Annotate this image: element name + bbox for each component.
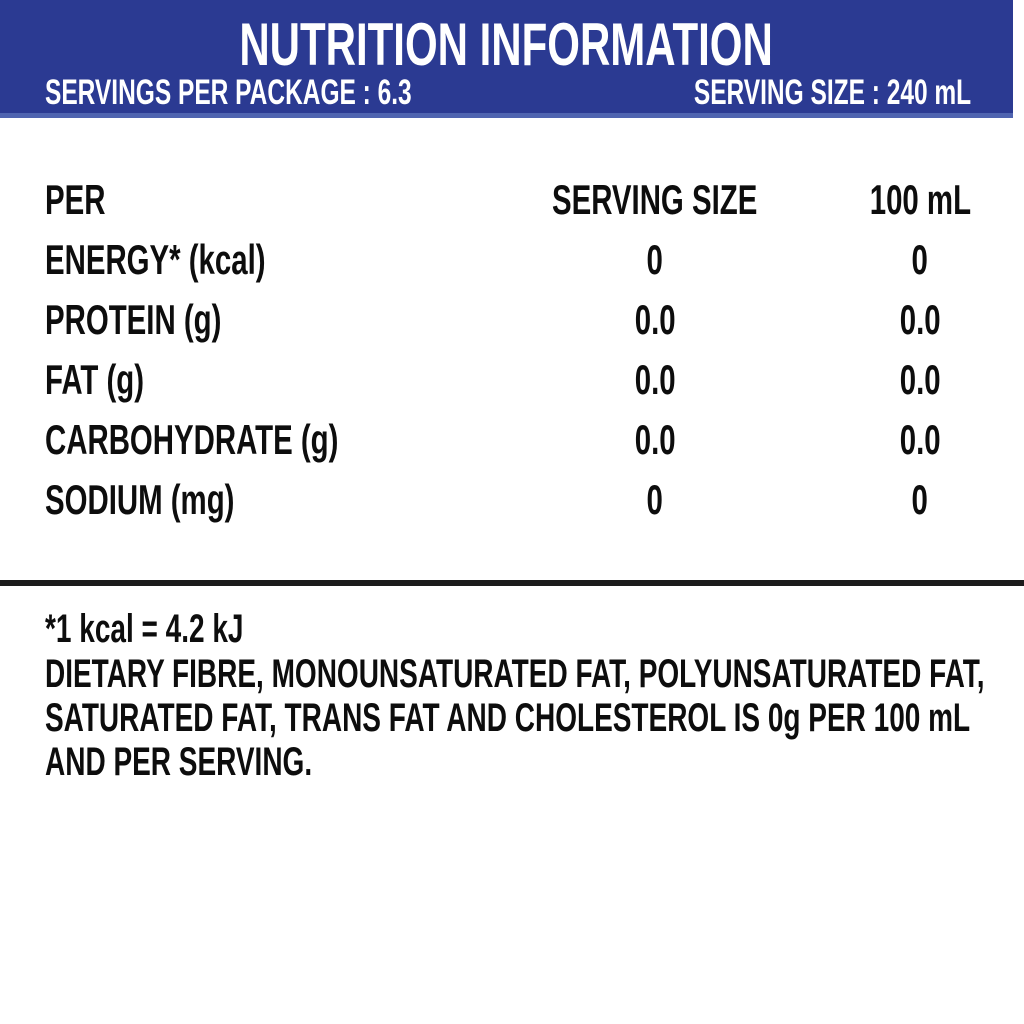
column-header-per: PER xyxy=(45,176,106,223)
zero-nutrients-note-line-1: DIETARY FIBRE, MONOUNSATURATED FAT, POLYUNSATURATED FAT, xyxy=(45,652,985,696)
row-100ml-value: 0 xyxy=(911,236,929,283)
row-serving-value: 0.0 xyxy=(634,296,676,343)
row-label: PROTEIN (g) xyxy=(45,296,222,343)
footnotes xyxy=(0,586,1024,784)
table-row-protein xyxy=(0,290,1024,350)
column-header-100ml: 100 mL xyxy=(869,176,971,223)
row-serving-value: 0 xyxy=(646,476,664,523)
row-label: CARBOHYDRATE (g) xyxy=(45,416,339,463)
column-header-serving-size: SERVING SIZE xyxy=(552,176,758,223)
row-serving-value: 0 xyxy=(646,236,664,283)
header-subline xyxy=(45,75,971,111)
page-title xyxy=(0,0,1013,76)
zero-nutrients-note-line-2: SATURATED FAT, TRANS FAT AND CHOLESTEROL IS 0g PER 100 mL xyxy=(45,696,971,740)
label-header xyxy=(0,0,1013,118)
row-label: ENERGY* (kcal) xyxy=(45,236,266,283)
row-label: SODIUM (mg) xyxy=(45,476,235,523)
kcal-conversion-note: *1 kcal = 4.2 kJ xyxy=(45,607,244,651)
row-serving-value: 0.0 xyxy=(634,356,676,403)
row-100ml-value: 0.0 xyxy=(899,356,941,403)
row-serving-value: 0.0 xyxy=(634,416,676,463)
zero-nutrients-note-line-3: AND PER SERVING. xyxy=(45,740,313,784)
table-header-row xyxy=(0,170,1024,230)
page-title-text: NUTRITION INFORMATION xyxy=(239,11,774,78)
row-100ml-value: 0 xyxy=(911,476,929,523)
servings-per-package-label: SERVINGS PER PACKAGE : 6.3 xyxy=(45,73,412,112)
nutrition-table xyxy=(0,170,1024,530)
row-100ml-value: 0.0 xyxy=(899,296,941,343)
table-row-sodium xyxy=(0,470,1024,530)
row-100ml-value: 0.0 xyxy=(899,416,941,463)
table-row-energy xyxy=(0,230,1024,290)
row-label: FAT (g) xyxy=(45,356,145,403)
table-row-fat xyxy=(0,350,1024,410)
table-row-carbohydrate xyxy=(0,410,1024,470)
serving-size-label: SERVING SIZE : 240 mL xyxy=(693,73,971,112)
